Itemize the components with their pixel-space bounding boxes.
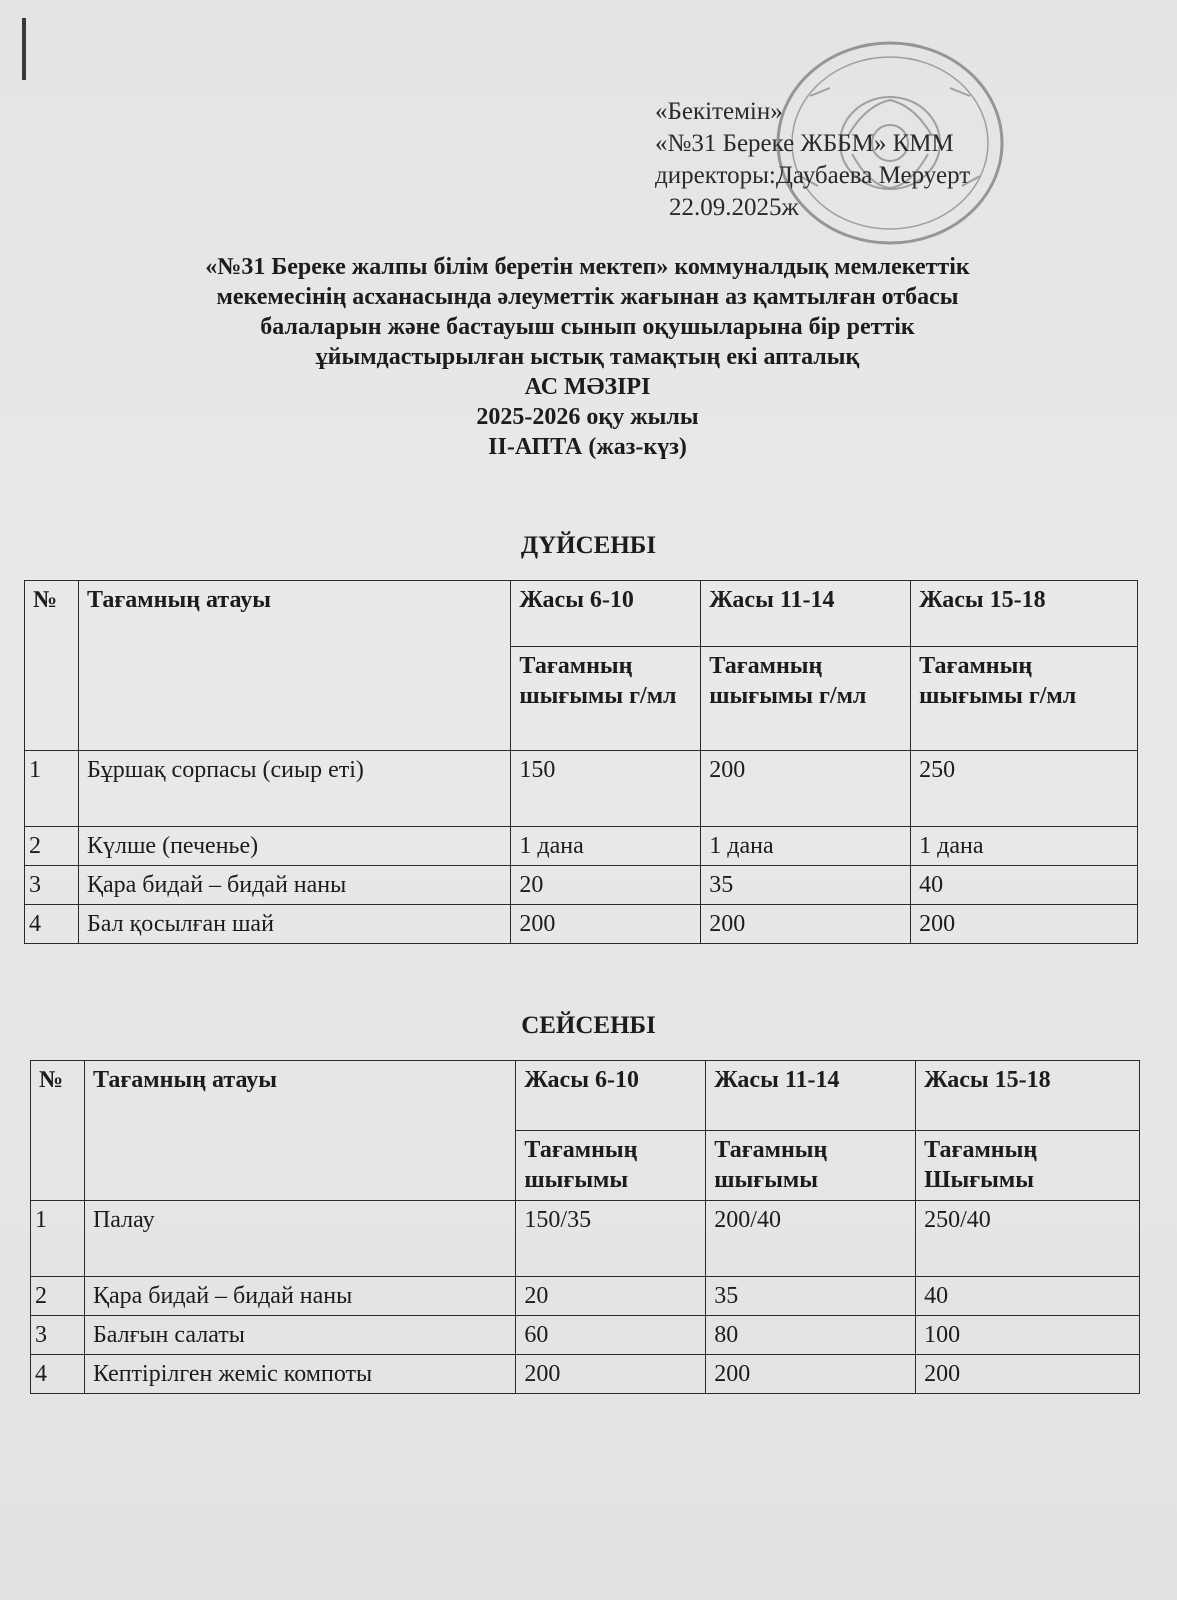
table-row: [31, 1316, 1140, 1355]
header-age-15-18: Жасы 15-18: [911, 581, 1138, 647]
row-value-age-6-10: 150/35: [516, 1201, 706, 1277]
heading-line: «№31 Береке жалпы білім беретін мектеп» коммуналдық мемлекеттік: [205, 254, 970, 280]
row-value-age-15-18: 100: [916, 1316, 1140, 1355]
row-value-age-11-14: 200: [701, 905, 911, 944]
row-value-age-6-10: 20: [516, 1277, 706, 1316]
row-dish-name: Күлше (печенье): [78, 827, 510, 866]
day-title-monday: ДҮЙСЕНБІ: [520, 532, 657, 559]
row-value-age-6-10: 1 дана: [511, 827, 701, 866]
row-dish-name: Бұршақ сорпасы (сиыр еті): [78, 751, 510, 827]
day-title-tuesday: СЕЙСЕНБІ: [521, 1012, 656, 1039]
row-value-age-15-18: 40: [911, 866, 1138, 905]
row-value-age-11-14: 35: [706, 1277, 916, 1316]
heading-line: ұйымдастырылған ыстық тамақтың екі апталық: [315, 344, 860, 370]
row-value-age-11-14: 1 дана: [701, 827, 911, 866]
header-dish-name: Тағамның атауы: [78, 581, 510, 751]
scan-edge-mark: [22, 18, 26, 80]
heading-week: ІІ-АПТА (жаз-күз): [488, 434, 687, 460]
approval-line-3: директоры:Даубаева Меруерт: [655, 162, 971, 189]
table-row: [31, 1277, 1140, 1316]
row-value-age-15-18: 200: [916, 1355, 1140, 1394]
row-value-age-15-18: 1 дана: [911, 827, 1138, 866]
subheader-yield: Тағамның шығымы г/мл: [911, 647, 1138, 751]
document-heading: [140, 252, 1035, 462]
row-dish-name: Кептірілген жеміс компоты: [84, 1355, 515, 1394]
table-row: [25, 827, 1138, 866]
row-value-age-11-14: 200: [701, 751, 911, 827]
row-dish-name: Қара бидай – бидай наны: [84, 1277, 515, 1316]
row-number: 2: [25, 827, 79, 866]
row-value-age-11-14: 35: [701, 866, 911, 905]
heading-line: балаларын және бастауыш сынып оқушыларына бір реттік: [260, 314, 915, 340]
row-number: 2: [31, 1277, 85, 1316]
header-number: №: [31, 1061, 85, 1201]
menu-table-tuesday: [30, 1060, 1140, 1394]
heading-menu-title: АС МӘЗІРІ: [524, 374, 651, 400]
row-number: 1: [25, 751, 79, 827]
row-value-age-11-14: 200/40: [706, 1201, 916, 1277]
table-row: [31, 1355, 1140, 1394]
row-value-age-15-18: 250: [911, 751, 1138, 827]
table-row: [25, 751, 1138, 827]
header-age-6-10: Жасы 6-10: [511, 581, 701, 647]
row-dish-name: Балғын салаты: [84, 1316, 515, 1355]
row-dish-name: Палау: [84, 1201, 515, 1277]
heading-school-year: 2025-2026 оқу жылы: [476, 404, 699, 430]
subheader-yield: Тағамның Шығымы: [916, 1131, 1140, 1201]
approval-line-2: «№31 Береке ЖББМ» КММ: [655, 130, 954, 157]
approval-block: [655, 96, 1095, 224]
menu-table-monday: [24, 580, 1138, 944]
header-dish-name: Тағамның атауы: [84, 1061, 515, 1201]
row-value-age-6-10: 200: [516, 1355, 706, 1394]
row-value-age-6-10: 200: [511, 905, 701, 944]
table-row: [31, 1201, 1140, 1277]
row-number: 4: [31, 1355, 85, 1394]
subheader-yield: Тағамның шығымы г/мл: [701, 647, 911, 751]
table-row: [25, 866, 1138, 905]
row-dish-name: Қара бидай – бидай наны: [78, 866, 510, 905]
header-age-15-18: Жасы 15-18: [916, 1061, 1140, 1131]
heading-line: мекемесінің асханасында әлеуметтік жағынан аз қамтылған отбасы: [216, 284, 959, 310]
header-number: №: [25, 581, 79, 751]
table-header-row: [31, 1061, 1140, 1131]
row-value-age-6-10: 150: [511, 751, 701, 827]
header-age-11-14: Жасы 11-14: [701, 581, 911, 647]
row-number: 3: [31, 1316, 85, 1355]
row-dish-name: Бал қосылған шай: [78, 905, 510, 944]
table-row: [25, 905, 1138, 944]
row-number: 4: [25, 905, 79, 944]
header-age-11-14: Жасы 11-14: [706, 1061, 916, 1131]
header-age-6-10: Жасы 6-10: [516, 1061, 706, 1131]
row-number: 1: [31, 1201, 85, 1277]
row-value-age-15-18: 250/40: [916, 1201, 1140, 1277]
row-value-age-6-10: 20: [511, 866, 701, 905]
subheader-yield: Тағамның шығымы г/мл: [511, 647, 701, 751]
approval-line-1: «Бекітемін»: [655, 98, 783, 125]
subheader-yield: Тағамның шығымы: [516, 1131, 706, 1201]
row-value-age-11-14: 200: [706, 1355, 916, 1394]
subheader-yield: Тағамның шығымы: [706, 1131, 916, 1201]
row-value-age-15-18: 40: [916, 1277, 1140, 1316]
row-number: 3: [25, 866, 79, 905]
row-value-age-15-18: 200: [911, 905, 1138, 944]
row-value-age-6-10: 60: [516, 1316, 706, 1355]
row-value-age-11-14: 80: [706, 1316, 916, 1355]
table-header-row: [25, 581, 1138, 647]
approval-date: 22.09.2025ж: [669, 194, 799, 221]
